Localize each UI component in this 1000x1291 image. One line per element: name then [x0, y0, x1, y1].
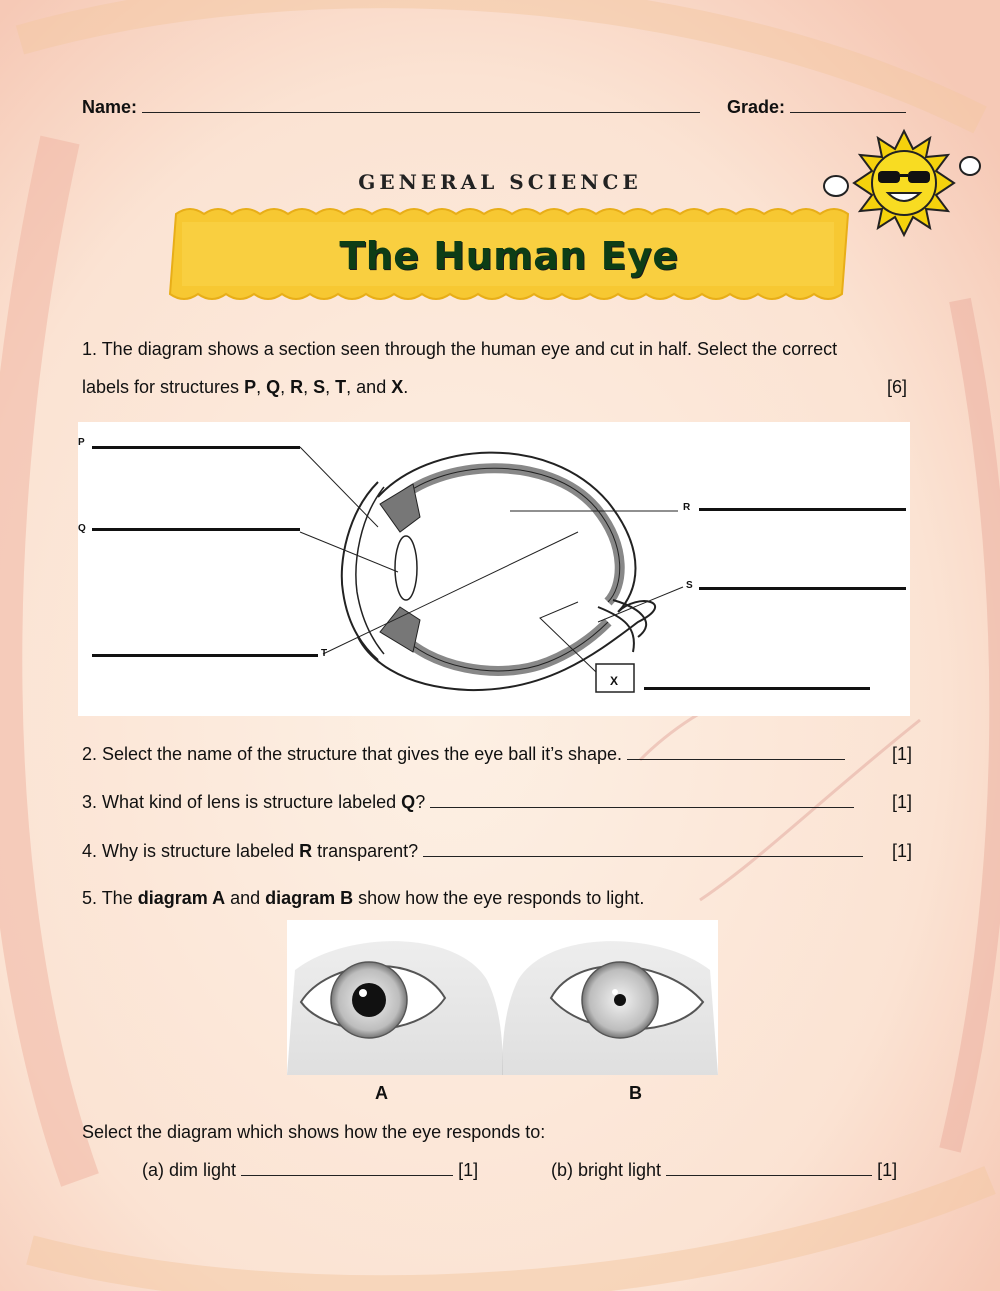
- q1-marks: [6]: [887, 377, 908, 397]
- q2-marks: [1]: [892, 744, 913, 764]
- answer-line-x[interactable]: [644, 687, 870, 690]
- q3-row: 3. What kind of lens is structure labeled Q?: [82, 791, 854, 813]
- name-field[interactable]: [142, 96, 700, 113]
- q1-text-line2: labels for structures P, Q, R, S, T, and X.: [82, 377, 409, 397]
- answer-line-s[interactable]: [699, 587, 906, 590]
- eyes-pupil-diagram: [287, 920, 718, 1075]
- subject-heading: GENERAL SCIENCE: [358, 170, 642, 194]
- answer-line-p[interactable]: [92, 446, 300, 449]
- q2-answer-field[interactable]: [627, 743, 845, 760]
- q4-row: 4. Why is structure labeled R transparent?: [82, 840, 863, 862]
- q4-marks: [1]: [892, 841, 913, 861]
- q5-instruction: Select the diagram which shows how the eye responds to:: [82, 1122, 546, 1142]
- q2-row: [82, 743, 845, 765]
- diagram-a-label: A: [375, 1083, 388, 1103]
- label-x: X: [610, 674, 619, 688]
- eye-cross-section-diagram: [78, 422, 910, 716]
- q4-answer-field[interactable]: [423, 840, 863, 857]
- q5-part-b: (b) bright light [1]: [551, 1160, 898, 1180]
- q5-part-a: (a) dim light [1]: [142, 1160, 479, 1180]
- q3-answer-field[interactable]: [430, 791, 854, 808]
- q5b-answer-field[interactable]: [666, 1159, 872, 1176]
- label-t: T: [321, 648, 328, 659]
- q2-text: 2. Select the name of the structure that gives the eye ball it’s shape.: [82, 744, 622, 764]
- answer-line-r[interactable]: [699, 508, 906, 511]
- diagram-b-label: B: [629, 1083, 642, 1103]
- name-label: Name:: [82, 97, 138, 117]
- q3-marks: [1]: [892, 792, 913, 812]
- q5-text: 5. The diagram A and diagram B show how the eye responds to light.: [82, 888, 645, 908]
- label-s: S: [686, 580, 693, 591]
- answer-line-q[interactable]: [92, 528, 300, 531]
- grade-label: Grade:: [727, 97, 786, 117]
- label-r: R: [683, 502, 691, 513]
- grade-field[interactable]: [790, 96, 906, 113]
- page-title: The Human Eye: [339, 234, 679, 278]
- answer-line-t[interactable]: [92, 654, 318, 657]
- q5a-answer-field[interactable]: [241, 1159, 453, 1176]
- label-q: Q: [78, 523, 86, 534]
- q1-text-line1: 1. The diagram shows a section seen through the human eye and cut in half. Select the correct: [82, 339, 838, 359]
- label-p: P: [78, 437, 85, 448]
